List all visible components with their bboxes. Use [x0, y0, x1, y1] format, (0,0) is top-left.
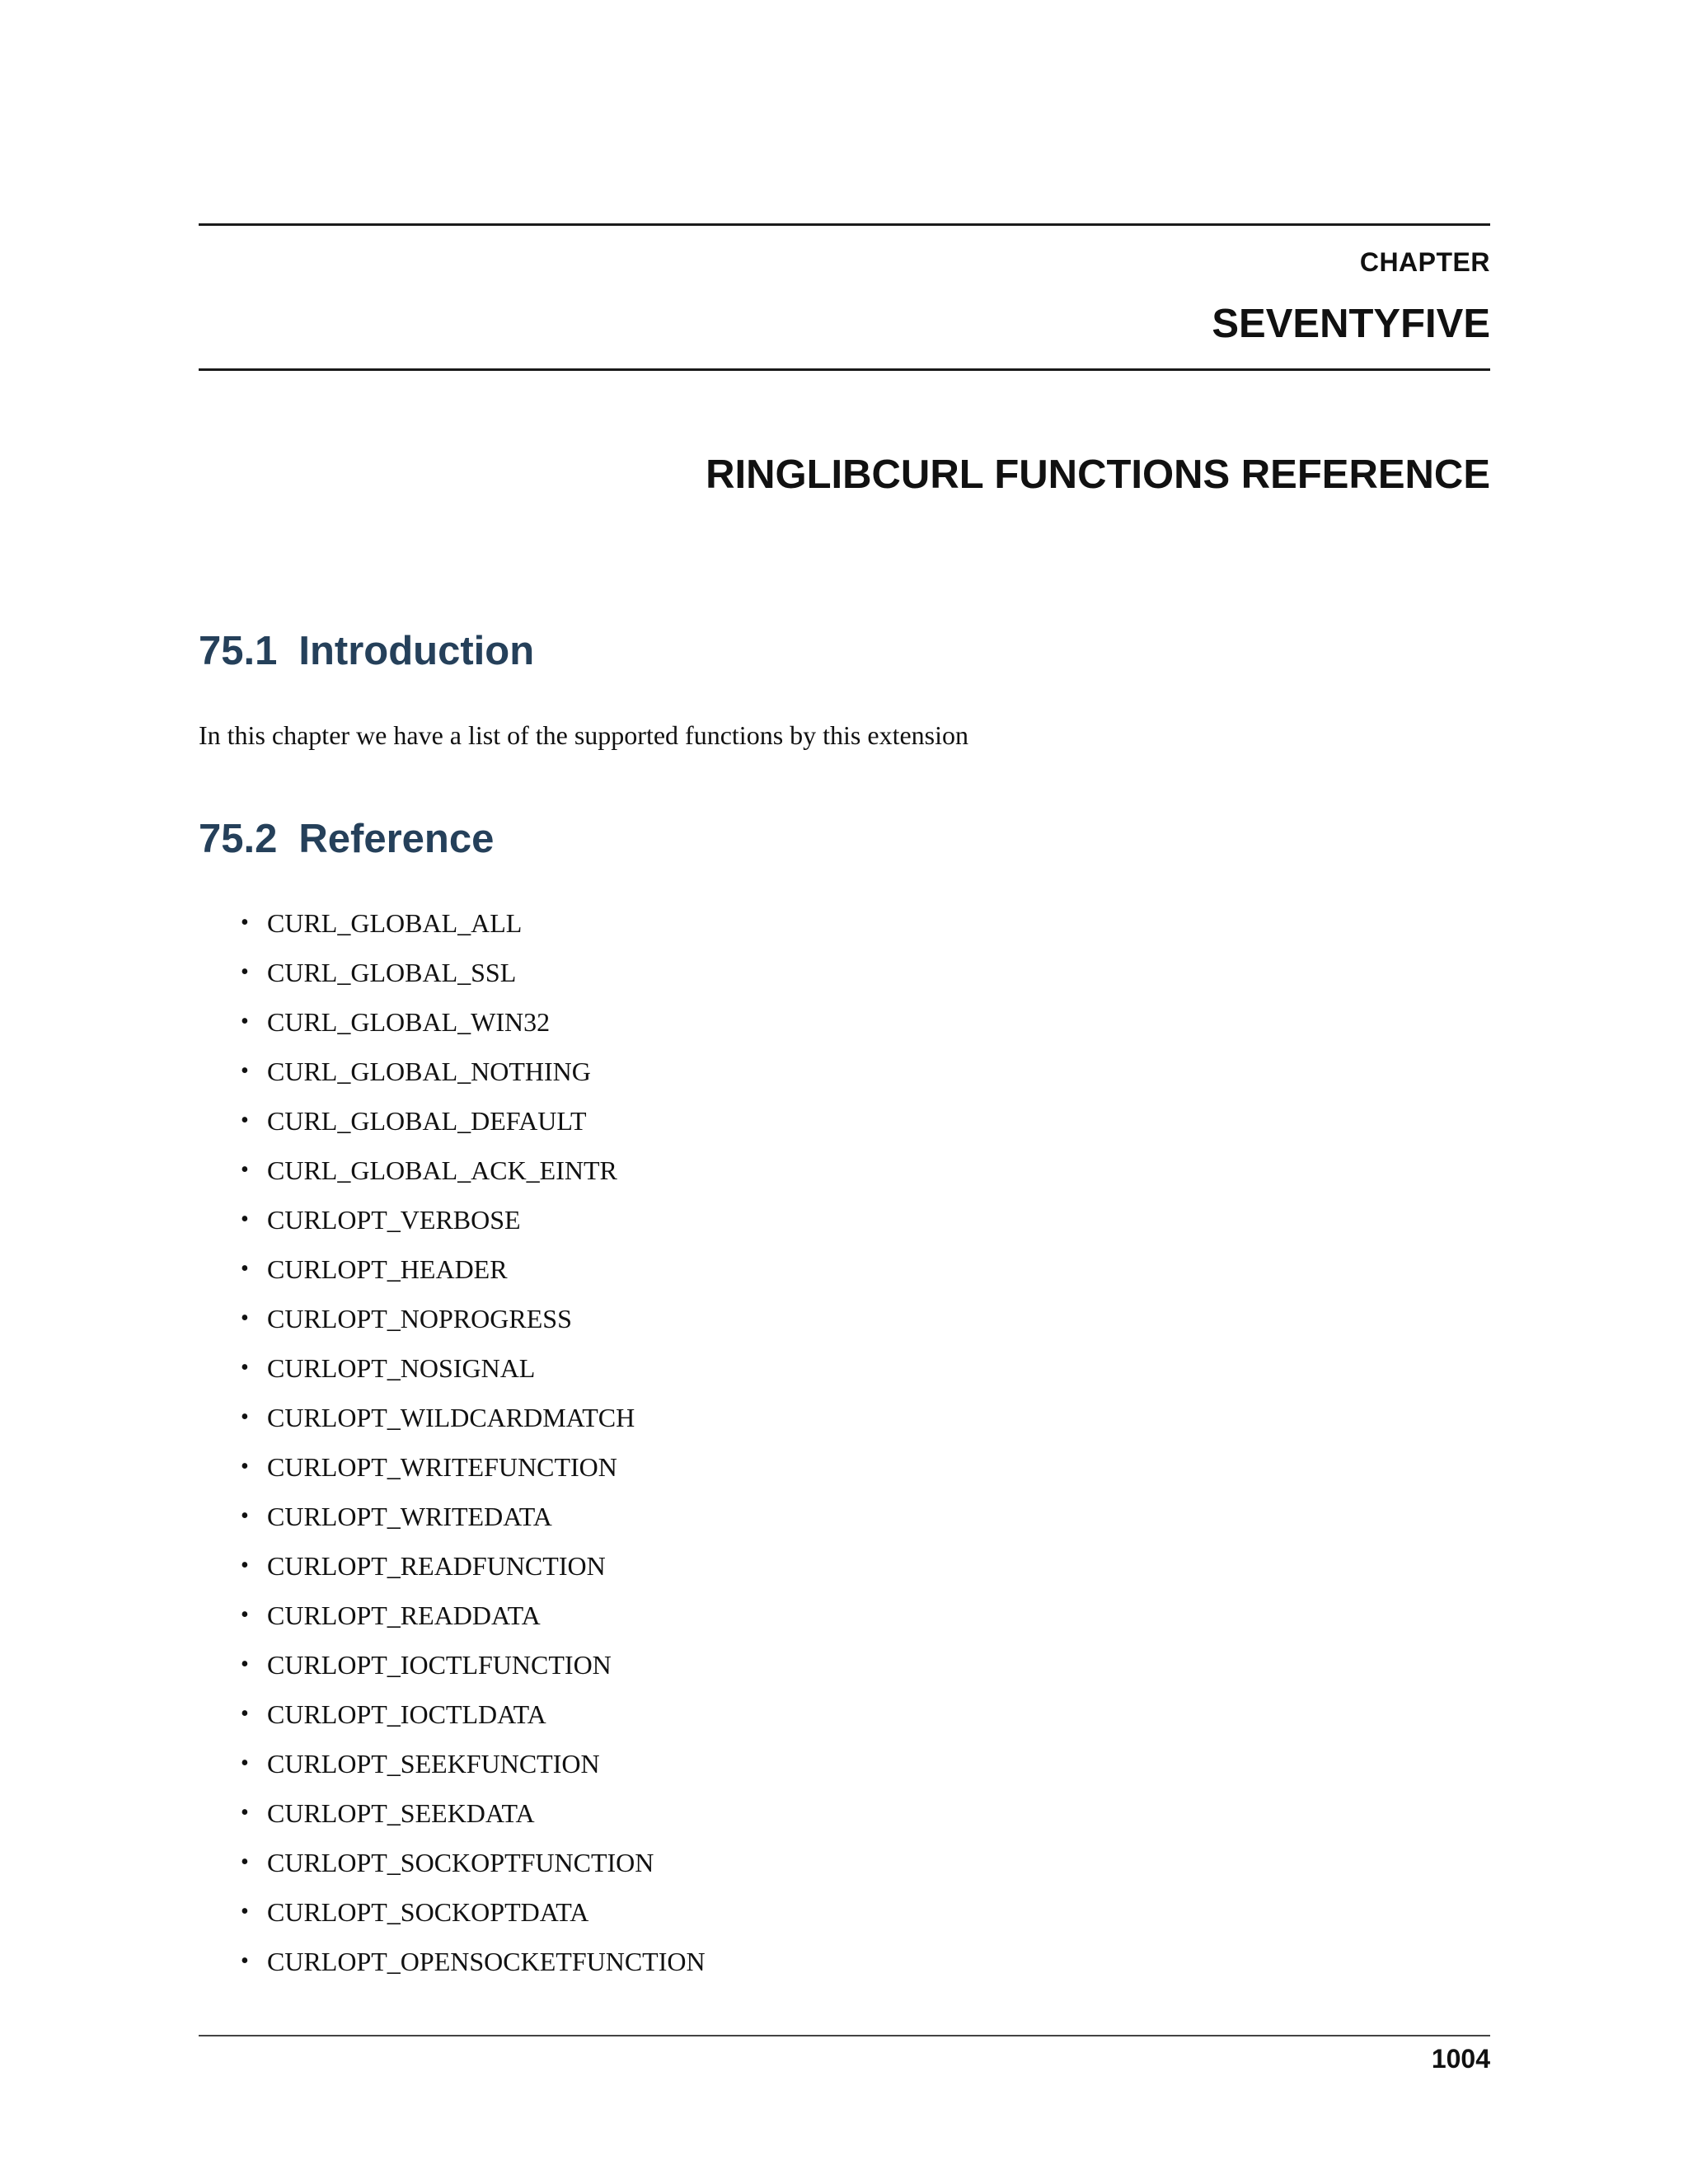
list-item	[199, 1002, 706, 1052]
list-item-text: CURLOPT_VERBOSE	[267, 1205, 521, 1235]
chapter-number: SEVENTYFIVE	[1212, 302, 1490, 346]
list-item	[199, 1596, 706, 1645]
section-number: 75.1	[199, 629, 278, 673]
list-item	[199, 1101, 706, 1151]
list-item	[199, 1299, 706, 1348]
list-item-text: CURL_GLOBAL_ALL	[267, 908, 523, 938]
bullet-icon: •	[241, 1849, 249, 1875]
list-item	[199, 903, 706, 953]
list-item	[199, 1348, 706, 1398]
list-item-text: CURL_GLOBAL_ACK_EINTR	[267, 1155, 617, 1185]
list-item	[199, 1497, 706, 1546]
bullet-icon: •	[241, 1652, 249, 1677]
list-item-text: CURLOPT_HEADER	[267, 1254, 508, 1284]
section-title: Reference	[298, 817, 495, 861]
list-item-text: CURLOPT_WRITEFUNCTION	[267, 1452, 617, 1482]
bullet-icon: •	[241, 1503, 249, 1529]
page-number: 1004	[1431, 2044, 1490, 2074]
list-item-text: CURLOPT_OPENSOCKETFUNCTION	[267, 1947, 706, 1976]
list-item	[199, 1052, 706, 1101]
list-item-text: CURL_GLOBAL_NOTHING	[267, 1057, 591, 1086]
bullet-icon: •	[241, 1058, 249, 1084]
list-item-text: CURL_GLOBAL_WIN32	[267, 1007, 551, 1037]
list-item	[199, 1200, 706, 1249]
bullet-icon: •	[241, 1157, 249, 1183]
list-item	[199, 1447, 706, 1497]
list-item	[199, 1249, 706, 1299]
bullet-icon: •	[241, 1355, 249, 1380]
bullet-icon: •	[241, 1899, 249, 1924]
list-item	[199, 1843, 706, 1892]
list-item-text: CURLOPT_IOCTLDATA	[267, 1699, 546, 1729]
bullet-icon: •	[241, 1701, 249, 1727]
section-number: 75.2	[199, 817, 278, 861]
bullet-icon: •	[241, 1553, 249, 1578]
bullet-icon: •	[241, 1948, 249, 1974]
chapter-label: CHAPTER	[1359, 247, 1490, 277]
list-item-text: CURLOPT_READDATA	[267, 1601, 541, 1630]
bullet-icon: •	[241, 1404, 249, 1430]
document-page	[199, 0, 1490, 2184]
footer-rule	[199, 2035, 1490, 2036]
list-item-text: CURLOPT_WILDCARDMATCH	[267, 1403, 635, 1432]
list-item	[199, 1892, 706, 1942]
chapter-bottom-rule	[199, 368, 1490, 371]
section-heading-introduction	[199, 628, 534, 674]
list-item	[199, 1645, 706, 1694]
list-item	[199, 1151, 706, 1200]
bullet-icon: •	[241, 1108, 249, 1133]
bullet-icon: •	[241, 959, 249, 985]
reference-list	[199, 903, 706, 1991]
bullet-icon: •	[241, 1009, 249, 1034]
list-item	[199, 1546, 706, 1596]
bullet-icon: •	[241, 1256, 249, 1282]
list-item-text: CURLOPT_SOCKOPTDATA	[267, 1897, 589, 1927]
bullet-icon: •	[241, 1602, 249, 1628]
list-item	[199, 1694, 706, 1744]
bullet-icon: •	[241, 1207, 249, 1232]
list-item-text: CURL_GLOBAL_SSL	[267, 958, 517, 987]
chapter-top-rule	[199, 223, 1490, 226]
list-item	[199, 1398, 706, 1447]
list-item-text: CURLOPT_READFUNCTION	[267, 1551, 606, 1581]
section-title: Introduction	[298, 629, 535, 673]
list-item-text: CURLOPT_SOCKOPTFUNCTION	[267, 1848, 654, 1877]
chapter-title: RINGLIBCURL FUNCTIONS REFERENCE	[706, 452, 1490, 497]
bullet-icon: •	[241, 910, 249, 935]
list-item-text: CURLOPT_SEEKFUNCTION	[267, 1749, 600, 1779]
list-item	[199, 1744, 706, 1793]
list-item-text: CURLOPT_IOCTLFUNCTION	[267, 1650, 612, 1680]
list-item	[199, 953, 706, 1002]
bullet-icon: •	[241, 1800, 249, 1825]
list-item	[199, 1942, 706, 1991]
list-item-text: CURLOPT_NOPROGRESS	[267, 1304, 572, 1333]
introduction-paragraph: In this chapter we have a list of the supported functions by this extension	[199, 720, 969, 750]
list-item-text: CURLOPT_SEEKDATA	[267, 1798, 535, 1828]
bullet-icon: •	[241, 1305, 249, 1331]
list-item-text: CURL_GLOBAL_DEFAULT	[267, 1106, 587, 1136]
bullet-icon: •	[241, 1454, 249, 1479]
list-item-text: CURLOPT_NOSIGNAL	[267, 1353, 536, 1383]
section-heading-reference	[199, 816, 494, 862]
list-item-text: CURLOPT_WRITEDATA	[267, 1502, 552, 1531]
list-item	[199, 1793, 706, 1843]
bullet-icon: •	[241, 1750, 249, 1776]
